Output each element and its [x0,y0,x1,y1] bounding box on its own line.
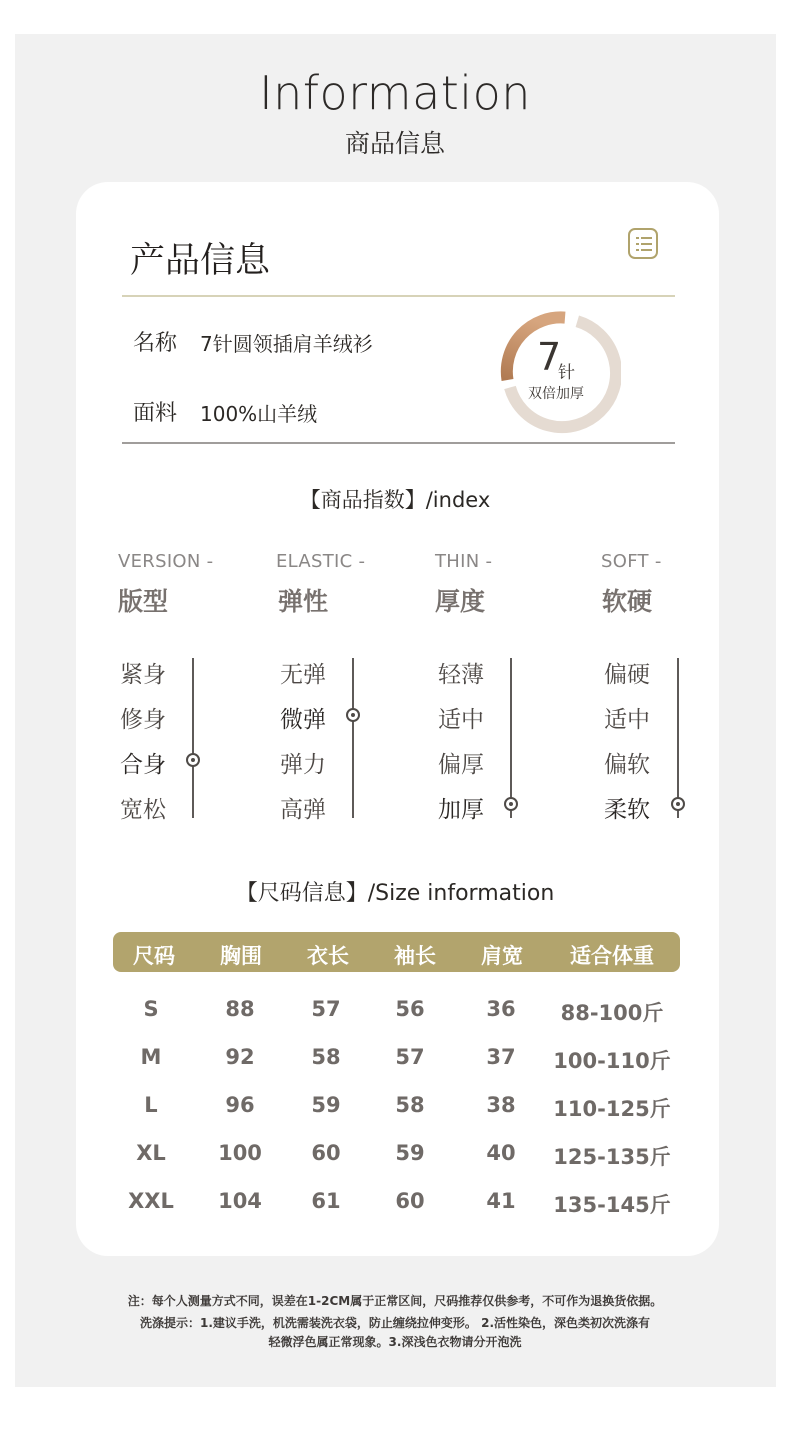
size-cell: 61 [311,1189,341,1213]
size-col-header: 衣长 [307,944,349,968]
index-heading: 【商品指数】/index [299,488,491,512]
index-col-en: VERSION - [118,551,214,572]
name-label: 名称 [133,331,178,356]
index-marker [671,797,685,811]
size-cell: 104 [218,1189,262,1213]
size-col-header: 肩宽 [481,944,523,968]
index-level: 宽松 [120,797,166,823]
page-subtitle: 商品信息 [344,129,445,158]
badge-unit: 针 [558,363,575,383]
washing-note: 洗涤提示：1.建议手洗，机洗需装洗衣袋，防止缠绕拉伸变形。 2.活性染色，深色类初次洗涤有 [140,1316,650,1330]
size-cell: M [140,1045,162,1069]
size-cell: XXL [128,1189,174,1213]
size-cell: 56 [395,997,425,1021]
size-cell: 40 [486,1141,516,1165]
measurement-note: 注：每个人测量方式不同，误差在1-2CM属于正常区间，尺码推荐仅供参考，不可作为退换货依据。 [127,1294,663,1308]
size-cell: L [144,1093,158,1117]
index-level: 轻薄 [438,662,484,688]
index-level: 适中 [604,707,650,733]
size-cell: 59 [311,1093,341,1117]
index-col-en: THIN - [435,551,493,572]
size-cell: 57 [311,997,341,1021]
size-cell: 37 [486,1045,516,1069]
index-col-cn: 弹性 [278,587,329,616]
size-cell: 88-100斤 [560,1001,664,1025]
size-cell: XL [136,1141,166,1165]
size-col-header: 适合体重 [570,944,654,968]
index-level: 弹力 [280,752,326,778]
size-cell: 88 [225,997,255,1021]
size-cell: 110-125斤 [553,1097,671,1121]
index-level: 偏厚 [438,752,484,778]
index-col-cn: 厚度 [435,587,486,616]
index-marker [346,708,360,722]
product-section-title: 产品信息 [130,241,271,281]
page-title: Information [259,66,531,120]
washing-note-cont: 轻微浮色属正常现象。3.深浅色衣物请分开泡洗 [268,1335,522,1349]
size-cell: 100 [218,1141,262,1165]
index-col-en: ELASTIC - [276,551,366,572]
name-value: 7针圆领插肩羊绒衫 [200,332,373,356]
index-scale-bar [510,658,512,818]
index-level-selected: 加厚 [438,797,484,823]
index-marker [186,753,200,767]
index-col-cn: 版型 [118,587,169,616]
index-col-en: SOFT - [601,551,662,572]
index-level-selected: 柔软 [604,797,650,823]
divider-top [122,295,675,297]
index-scale-bar [677,658,679,818]
size-col-header: 袖长 [394,944,436,968]
size-cell: 58 [311,1045,341,1069]
index-level: 无弹 [280,662,326,688]
size-col-header: 尺码 [133,944,175,968]
size-cell: 96 [225,1093,255,1117]
index-col-cn: 软硬 [602,587,653,616]
index-level-selected: 微弹 [280,707,326,733]
index-level: 偏硬 [604,662,650,688]
index-scale-bar [352,658,354,818]
index-marker [504,797,518,811]
size-cell: 60 [395,1189,425,1213]
fabric-value: 100%山羊绒 [200,402,318,426]
size-cell: 60 [311,1141,341,1165]
size-heading: 【尺码信息】/Size information [235,881,555,906]
size-cell: 100-110斤 [553,1049,671,1073]
badge-number: 7 [537,335,562,379]
size-cell: 125-135斤 [553,1145,671,1169]
fabric-label: 面料 [133,401,178,426]
size-cell: S [143,997,159,1021]
index-level: 适中 [438,707,484,733]
size-cell: 58 [395,1093,425,1117]
size-cell: 135-145斤 [553,1193,671,1217]
index-scale-bar [192,658,194,818]
size-cell: 57 [395,1045,425,1069]
index-level-selected: 合身 [120,752,166,778]
index-level: 高弹 [280,797,326,823]
size-cell: 38 [486,1093,516,1117]
size-cell: 59 [395,1141,425,1165]
index-level: 偏软 [604,752,650,778]
badge-caption: 双倍加厚 [528,386,584,402]
size-cell: 36 [486,997,516,1021]
size-col-header: 胸围 [220,944,262,968]
index-level: 修身 [120,707,166,733]
divider-bottom [122,442,675,444]
size-cell: 92 [225,1045,255,1069]
index-level: 紧身 [120,662,166,688]
list-icon [628,228,658,259]
size-cell: 41 [486,1189,516,1213]
